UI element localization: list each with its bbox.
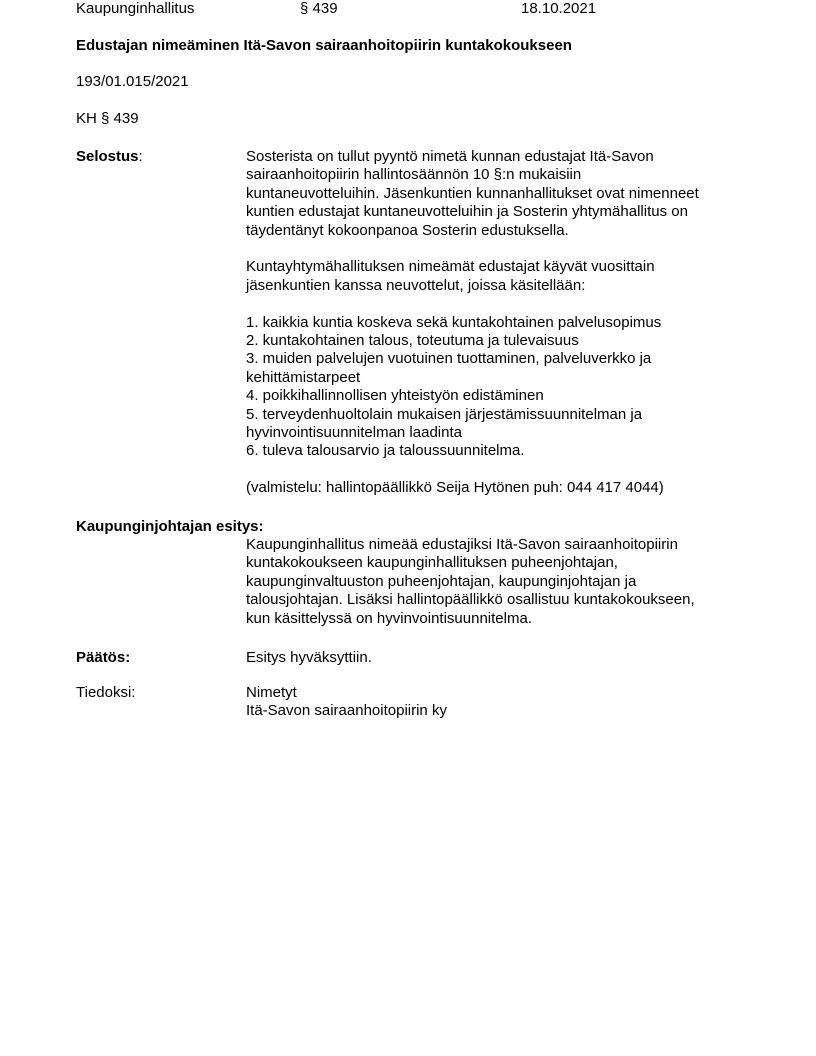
selostus-label-colon: :	[138, 148, 143, 165]
selostus-list-item: 2. kuntakohtainen talous, toteutuma ja tulevaisuus	[246, 332, 579, 350]
kh-reference: KH § 439	[76, 110, 139, 127]
distribution-label: Tiedoksi:	[76, 684, 136, 701]
selostus-list-item: 3. muiden palvelujen vuotuinen tuottaminen, palveluverkko ja	[246, 350, 652, 368]
decision-label: Päätös:	[76, 649, 131, 666]
selostus-list-item: kehittämistarpeet	[246, 368, 361, 386]
distribution-body	[246, 684, 766, 721]
selostus-para2-line: Kuntayhtymähallituksen nimeämät edustajat käyvät vuosittain	[246, 258, 655, 276]
decision-text: Esitys hyväksyttiin.	[246, 649, 372, 666]
selostus-list-item: 5. terveydenhuoltolain mukaisen järjestämissuunnitelman ja	[246, 405, 643, 423]
proposal-line: Kaupunginhallitus nimeää edustajiksi Itä-Savon sairaanhoitopiirin	[246, 536, 678, 553]
selostus-para1-line: kuntien edustajat kuntaneuvotteluihin ja Sosterin yhtymähallitus on	[246, 203, 688, 221]
proposal-body	[246, 536, 766, 628]
proposal-line: kaupunginvaltuuston puheenjohtajan, kaupunginjohtajan ja	[246, 572, 637, 590]
selostus-para1-line: täydentänyt kokoonpanoa Sosterin edustuksella.	[246, 221, 569, 239]
proposal-label: Kaupunginjohtajan esitys:	[76, 518, 264, 535]
header-body-name: Kaupunginhallitus	[76, 0, 195, 17]
selostus-para1-line: Sosterista on tullut pyyntö nimetä kunnan edustajat Itä-Savon	[246, 148, 654, 165]
distribution-line: Itä-Savon sairaanhoitopiirin ky	[246, 702, 447, 720]
proposal-line: kuntakokoukseen kaupunginhallituksen puheenjohtajan,	[246, 554, 618, 572]
header-date: 18.10.2021	[521, 0, 597, 17]
selostus-para1-line: sairaanhoitopiirin hallintosäännön 10 §:n mukaisiin	[246, 166, 582, 184]
selostus-list-item: hyvinvointisuunnitelman laadinta	[246, 424, 462, 442]
selostus-list-item: 6. tuleva talousarvio ja taloussuunnitelma.	[246, 442, 525, 460]
selostus-label	[76, 148, 143, 166]
distribution-line: Nimetyt	[246, 684, 297, 701]
proposal-line: kun käsittelyssä on hyvinvointisuunnitelma.	[246, 609, 532, 627]
selostus-label-text: Selostus	[76, 148, 139, 165]
selostus-body	[246, 148, 766, 498]
header-section-number: § 439	[300, 0, 338, 17]
diary-number: 193/01.015/2021	[76, 73, 189, 90]
selostus-list-item: 1. kaikkia kuntia koskeva sekä kuntakohtainen palvelusopimus	[246, 313, 662, 331]
selostus-para2-line: jäsenkuntien kanssa neuvottelut, joissa käsitellään:	[246, 276, 586, 294]
selostus-preparer: (valmistelu: hallintopäällikkö Seija Hytönen puh: 044 417 4044)	[246, 479, 664, 497]
selostus-para1-line: kuntaneuvotteluihin. Jäsenkuntien kunnanhallitukset ovat nimenneet	[246, 184, 699, 202]
proposal-line: talousjohtajan. Lisäksi hallintopäällikkö osallistuu kuntakokoukseen,	[246, 591, 695, 609]
selostus-list-item: 4. poikkihallinnollisen yhteistyön edistäminen	[246, 387, 544, 405]
page-title: Edustajan nimeäminen Itä-Savon sairaanhoitopiirin kuntakokoukseen	[76, 37, 572, 54]
